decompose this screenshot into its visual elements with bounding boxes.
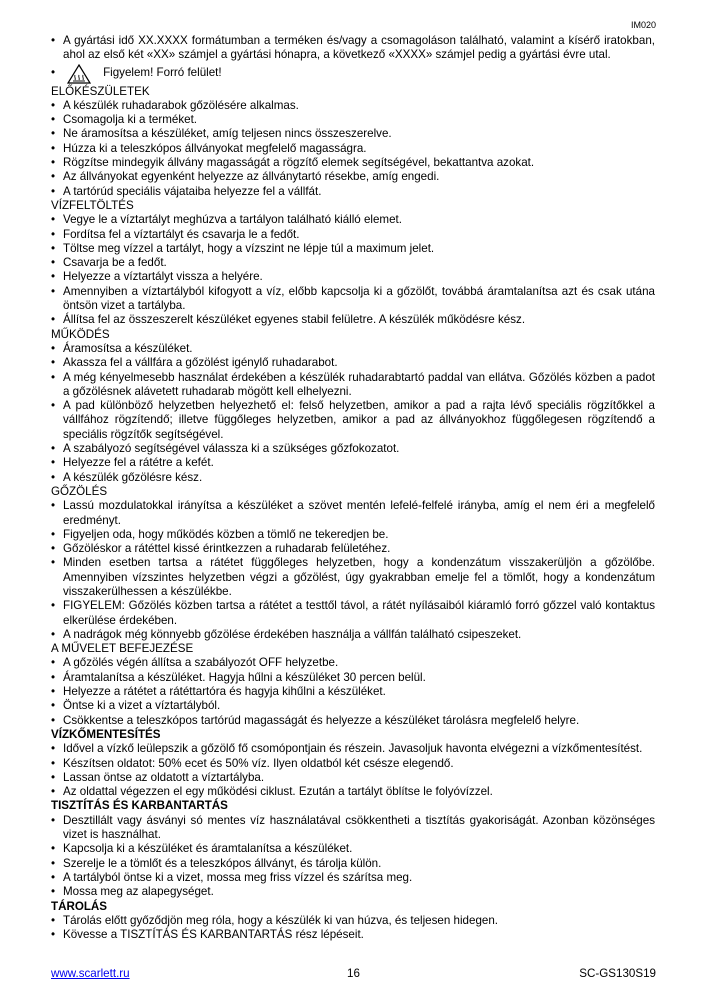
page-number: 16 [347,967,360,980]
list-item: • Idővel a vízkő leülepszik a gőzölő fő csomópontjain és részein. Javasoljuk havonta elvégezni a vízkőmentesítést. [51,742,655,756]
list-item: • Csökkentse a teleszkópos tartórúd magasságát és helyezze a készüléket tárolásra megfelelő helyre. [51,714,655,728]
section-heading: MŰKÖDÉS [51,327,110,341]
list-item: • Akassza fel a vállfára a gőzölést igénylő ruhadarabot. [51,356,655,370]
page-content [51,34,655,942]
list-item: • Az állványokat egyenként helyezze az állványtartó résekbe, amíg engedi. [51,170,655,184]
list-item: • Csavarja be a fedőt. [51,256,655,270]
list-item: • Tárolás előtt győződjön meg róla, hogy a készülék ki van húzva, és teljesen hidegen. [51,914,655,928]
section-heading: VÍZFELTÖLTÉS [51,198,134,212]
list-item: • Áramosítsa a készüléket. [51,342,655,356]
hot-surface-icon [67,64,91,84]
list-item: • A pad különböző helyzetben helyezhető el: felső helyzetben, amikor a pad a rajta lévő speciális rögzítőkkel a vállfához rögzítendő; illetve függőleges helyzetben, amikor a pad az állványokhoz függőlegesen rögzítendő a speciális rögzítők segítségével. [51,399,655,442]
list-item: • Gőzöléskor a rátéttel kissé érintkezzen a ruhadarab felületéhez. [51,542,655,556]
list-item: • Készítsen oldatot: 50% ecet és 50% víz. Ilyen oldatból két csésze elegendő. [51,757,655,771]
list-item: • Csomagolja ki a terméket. [51,113,655,127]
section-heading: ELŐKÉSZÜLETEK [51,84,150,98]
list-item: • Öntse ki a vizet a víztartályból. [51,699,655,713]
list-item: • Az oldattal végezzen el egy működési ciklust. Ezután a tartályt öblítse le folyóvízzel. [51,785,655,799]
list-item: • Lassú mozdulatokkal irányítsa a készüléket a szövet mentén lefelé-felfelé irányba, amíg el nem éri a megfelelő eredményt. [51,499,655,528]
list-item: • Állítsa fel az összeszerelt készüléket egyenes stabil felületre. A készülék működésre kész. [51,313,655,327]
date-format-note: • A gyártási idő XX.XXXX formátumban a terméken és/vagy a csomagoláson található, valamint a kísérő iratokban, ahol az első két «XX» számjel a gyártási hónapra, a következő «XXXX» számjel pedig a gyártási évre utal. [51,34,655,63]
list-item: • Fordítsa fel a víztartályt és csavarja le a fedőt. [51,228,655,242]
list-item: • A nadrágok még könnyebb gőzölése érdekében használja a vállfán található csipeszeket. [51,628,655,642]
section-heading: GŐZÖLÉS [51,484,108,498]
bullet-icon: • [51,66,56,80]
list-item: • A szabályozó segítségével válassza ki a szükséges gőzfokozatot. [51,442,655,456]
list-item: • Desztillált vagy ásványi só mentes víz használatával csökkentheti a tisztítás gyakoriságát. Azonban közönséges vizet is használhat. [51,814,655,843]
list-item: • Minden esetben tartsa a rátétet függőleges helyzetben, hogy a kondenzátum visszakerüljön a gőzölőbe. Amennyiben vízszintes helyzetben végzi a gőzölést, úgy gyakrabban emelje fel a tömlőt, hogy a kondenzátum visszakerülhessen a készülékbe. [51,556,655,599]
list-item: • FIGYELEM: Gőzölés közben tartsa a rátétet a testtől távol, a rátét nyílásaiból kiáramló forró gőzzel való kontaktus elkerülése érdekében. [51,599,655,628]
section-heading: TÁROLÁS [51,899,108,913]
list-item: • Töltse meg vízzel a tartályt, hogy a vízszint ne lépje túl a maximum jelet. [51,242,655,256]
list-item: • Szerelje le a tömlőt és a teleszkópos állványt, és tárolja külön. [51,857,655,871]
list-item: • Helyezze a rátétet a rátéttartóra és hagyja kihűlni a készüléket. [51,685,655,699]
list-item: • A tartórúd speciális vájataiba helyezze fel a vállfát. [51,185,655,199]
document-code: IM020 [630,20,656,30]
section-heading: A MŰVELET BEFEJEZÉSE [51,642,194,656]
model-number: SC-GS130S19 [579,967,656,980]
section-heading: TISZTÍTÁS ÉS KARBANTARTÁS [51,799,228,813]
list-item: • Helyezze a víztartályt vissza a helyére. [51,270,655,284]
hot-surface-warning [51,63,655,85]
list-item: • Kapcsolja ki a készüléket és áramtalanítsa a készüléket. [51,842,655,856]
warning-text: Figyelem! Forró felület! [103,66,222,80]
sections-container [51,85,655,943]
list-item: • A gőzölés végén állítsa a szabályozót OFF helyzetbe. [51,656,655,670]
list-item: • Amennyiben a víztartályból kifogyott a víz, előbb kapcsolja ki a gőzölőt, továbbá áramtalanítsa azt és csak utána öntsön vizet a tartályba. [51,285,655,314]
list-item: • Rögzítse mindegyik állvány magasságát a rögzítő elemek segítségével, bekattantva azokat. [51,156,655,170]
list-item: • Helyezze fel a rátétre a kefét. [51,456,655,470]
list-item: • A tartályból öntse ki a vizet, mossa meg friss vízzel és szárítsa meg. [51,871,655,885]
list-item: • Húzza ki a teleszkópos állványokat megfelelő magasságra. [51,142,655,156]
list-item: • Lassan öntse az oldatott a víztartályba. [51,771,655,785]
list-item: • Mossa meg az alapegységet. [51,885,655,899]
list-item: • Figyeljen oda, hogy működés közben a tömlő ne tekeredjen be. [51,528,655,542]
section-heading: VÍZKŐMENTESÍTÉS [51,727,161,741]
list-item: • A még kényelmesebb használat érdekében a készülék ruhadarabtartó paddal van ellátva. Gőzölés közben a padot a gőzölésnek alávetett ruhadarab mögött kell elhelyezni. [51,371,655,400]
website-link[interactable]: www.scarlett.ru [51,967,130,980]
list-item: • Vegye le a víztartályt meghúzva a tartályon található kiálló elemet. [51,213,655,227]
list-item: • A készülék ruhadarabok gőzölésére alkalmas. [51,99,655,113]
list-item: • Áramtalanítsa a készüléket. Hagyja hűlni a készüléket 30 percen belül. [51,671,655,685]
list-item: • Ne áramosítsa a készüléket, amíg teljesen nincs összeszerelve. [51,127,655,141]
list-item: • A készülék gőzölésre kész. [51,471,655,485]
list-item: • Kövesse a TISZTÍTÁS ÉS KARBANTARTÁS rész lépéseit. [51,928,655,942]
